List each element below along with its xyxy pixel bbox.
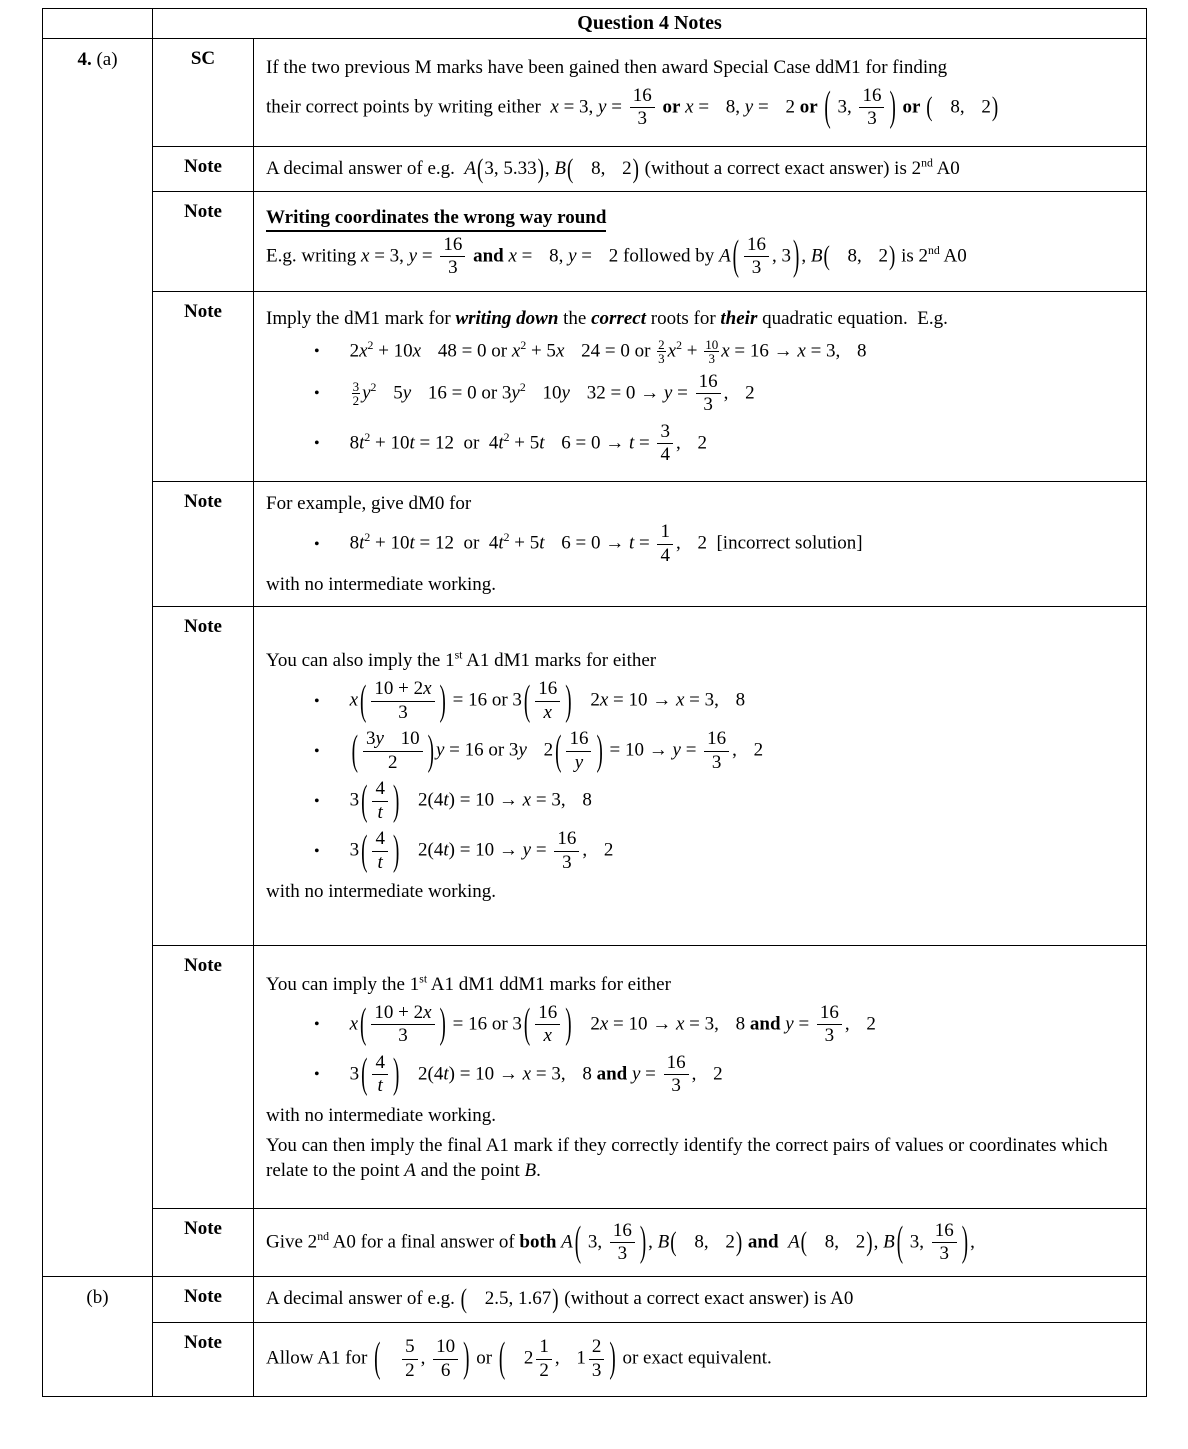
row-label-sc: SC [153, 39, 254, 147]
corner-cell [43, 9, 153, 39]
part-label-a: 4. (a) [43, 39, 153, 1277]
row-label-note-3: Note [153, 292, 254, 482]
row-label-note-9: Note [153, 1322, 254, 1396]
imply-dm1-note: Imply the dM1 mark for writing down the correct roots for their quadratic equation. E.g. • $2x^2 + 10x$ 48 = 0 or $x^2 + 5x$ 24 = 0 or $\frac{2}{3}$ $x^2$ + $\frac{10}{3}$ x = 16 → x = 3, 8 • $\frac{3}{2}$ $y^2$ 5y 16 = 0 or $3y^2$ 10y 32 = 0 → y = $\frac{16}{3}$ , 2 • $8t^2 + 10t = 12$ or $4t^2 + 5t$ 6 = 0 → t = $\frac{3}{4}$ , 2 [254, 292, 1147, 482]
decimal-answer-note-a: A decimal answer of e.g. A(3, 5.33), B( 8, 2) (without a correct exact answer) is 2nd A0 [254, 147, 1147, 192]
note-row [43, 1209, 1147, 1277]
note-row [43, 607, 1147, 946]
note-row [43, 192, 1147, 292]
note-row [43, 946, 1147, 1209]
question-4-notes-table [42, 8, 1147, 1397]
decimal-answer-note-b: A decimal answer of e.g. ( 2.5, 1.67) (without a correct exact answer) is A0 [254, 1277, 1147, 1322]
wrong-way-round-note: Writing coordinates the wrong way round E.g. writing x = 3, y = $\frac{16}{3}$ and x = 8, y = 2 followed by A ( $\frac{16}{3}$ , 3 ) , B( 8, 2) is 2nd A0 [254, 192, 1147, 292]
sc-row [43, 39, 1147, 147]
row-label-note-6: Note [153, 946, 254, 1209]
row-label-note-7: Note [153, 1209, 254, 1277]
row-label-note-5: Note [153, 607, 254, 946]
final-answer-2nd-a0-note: Give 2nd A0 for a final answer of both A ( 3, $\frac{16}{3}$ ) , B( 8, 2) and A( 8, 2), B ( 3, $\frac{16}{3}$ ) , [254, 1209, 1147, 1277]
note-row [43, 1277, 1147, 1322]
header-row [43, 9, 1147, 39]
note-row [43, 482, 1147, 607]
row-label-note-8: Note [153, 1277, 254, 1322]
allow-a1-note: Allow A1 for ( $\frac{5}{2}$ , $\frac{10}{6}$ ) or ( 2 $\frac{1}{2}$ , 1 $\frac{2}{3}$ ) or exact equivalent. [254, 1322, 1147, 1396]
table-title: Question 4 Notes [153, 9, 1147, 39]
special-case-note: If the two previous M marks have been gained then award Special Case ddM1 for finding their correct points by writing either x = 3, y = $\frac{16}{3}$ or x = 8, y = 2 or ( 3, $\frac{16}{3}$ ) or ( 8, 2) [254, 39, 1147, 147]
dm0-example-note: For example, give dM0 for • $8t^2 + 10t = 12$ or $4t^2 + 5t$ 6 = 0 → t = $\frac{1}{4}$ , 2 [incorrect solution] with no intermediate working. [254, 482, 1147, 607]
row-label-note-2: Note [153, 192, 254, 292]
row-label-note-1: Note [153, 147, 254, 192]
note-row [43, 292, 1147, 482]
note-row [43, 1322, 1147, 1396]
imply-a1-dm1-ddm1-note: You can imply the 1st A1 dM1 ddM1 marks for either • x ( $\frac{10 + 2x}{3}$ ) = 16 or 3 ( $\frac{16}{x}$ ) 2x = 10 → x = 3, 8 and y = $\frac{16}{3}$ , 2 • 3 ( $\frac{4}{t}$ ) 2(4t) = 10 → x = 3, 8 and y = $\frac{16}{3}$ , 2 with no intermediate working. You can then imply the final A1 mark if they correctly identify the correct pairs of values or coordinates which relate to the point A and the point B. [254, 946, 1147, 1209]
note-row [43, 147, 1147, 192]
imply-a1-dm1-note: You can also imply the 1st A1 dM1 marks for either • x ( $\frac{10 + 2x}{3}$ ) = 16 or 3 ( $\frac{16}{x}$ ) 2x = 10 → x = 3, 8 • ( $\frac{3y 10}{2}$ ) y = 16 or 3y 2 ( $\frac{16}{y}$ ) = 10 → y = $\frac{16}{3}$ , 2 • 3 ( $\frac{4}{t}$ ) 2(4t) = 10 → x = 3, 8 • 3 ( $\frac{4}{t}$ ) 2(4t) = 10 → y = $\frac{16}{3}$ , 2 with no intermediate working. [254, 607, 1147, 946]
row-label-note-4: Note [153, 482, 254, 607]
part-label-b: (b) [43, 1277, 153, 1396]
